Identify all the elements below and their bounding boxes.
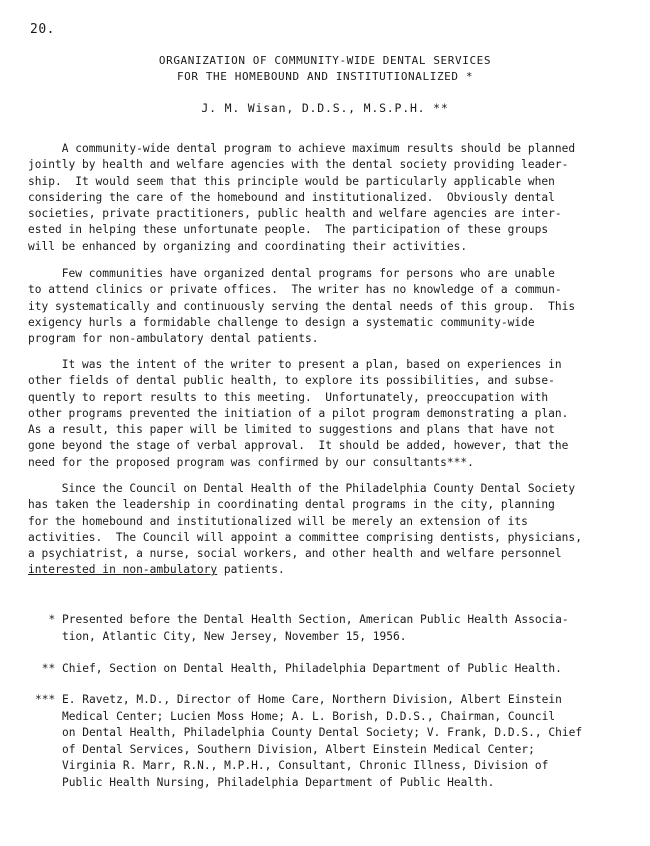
footnote-line: of Dental Services, Southern Division, Albert Einstein Medical Center; (35, 742, 535, 756)
page-number: 20. (30, 22, 55, 37)
footnote-3 (35, 692, 640, 792)
footnote-2 (35, 661, 640, 678)
title-line-2: FOR THE HOMEBOUND AND INSTITUTIONALIZED * (176, 70, 474, 83)
text-line: activities. The Council will appoint a committee comprising dentists, physicians, (28, 530, 582, 544)
text-line: As a result, this paper will be limited to suggestions and plans that have not (28, 423, 555, 437)
footnote-line: Virginia R. Marr, R.N., M.P.H., Consultant, Chronic Illness, Division of (35, 759, 549, 773)
text-line: ship. It would seem that this principle would be particularly applicable when (28, 174, 555, 188)
text-line: a psychiatrist, a nurse, social workers, and other health and welfare personnel (28, 547, 562, 561)
text-line: ested in helping these unfortunate people. The participation of these groups (28, 223, 549, 237)
text-line: It was the intent of the writer to present a plan, based on experiences in (28, 358, 562, 371)
text-line: to attend clinics or private offices. The writer has no knowledge of a commun- (28, 283, 562, 297)
text-line: other fields of dental public health, to explore its possibilities, and subse- (28, 374, 555, 388)
footnote-line: on Dental Health, Philadelphia County Dental Society; V. Frank, D.D.S., Chief (35, 726, 583, 740)
footnote-line: tion, Atlantic City, New Jersey, November 15, 1956. (35, 629, 407, 643)
text-fragment: patients. (217, 563, 285, 577)
text-line: will be enhanced by organizing and coordinating their activities. (28, 239, 468, 253)
title-line-1: ORGANIZATION OF COMMUNITY-WIDE DENTAL SERVICES (158, 54, 492, 67)
text-line: Few communities have organized dental programs for persons who are unable (28, 267, 555, 280)
text-line: need for the proposed program was confirmed by our consultants***. (28, 455, 474, 469)
paragraph-3 (28, 357, 638, 471)
text-line: gone beyond the stage of verbal approval. It should be added, however, that the (28, 439, 569, 453)
paragraph-2 (28, 266, 638, 347)
underlined-text: interested in non-ambulatory (28, 563, 218, 577)
paragraph-1 (28, 141, 638, 255)
footnote-1 (35, 612, 640, 645)
text-line: quently to report results to this meeting. Unfortunately, preoccupation with (28, 390, 549, 404)
text-line: exigency hurls a formidable challenge to design a systematic community-wide (28, 315, 535, 329)
text-line: program for non-ambulatory dental patients. (28, 332, 319, 346)
author-byline: J. M. Wisan, D.D.S., M.S.P.H. ** (201, 101, 449, 115)
text-line: A community-wide dental program to achieve maximum results should be planned (28, 142, 576, 155)
footnote-line: ** Chief, Section on Dental Health, Philadelphia Department of Public Health. (35, 662, 562, 675)
footnote-line: * Presented before the Dental Health Section, American Public Health Associa- (35, 613, 569, 626)
text-line: for the homebound and institutionalized will be merely an extension of its (28, 514, 528, 528)
footnote-line: Medical Center; Lucien Moss Home; A. L. Borish, D.D.S., Chairman, Council (35, 709, 556, 723)
text-line: other programs prevented the initiation of a pilot program demonstrating a plan. (28, 406, 569, 420)
text-line: ity systematically and continuously serving the dental needs of this group. This (28, 299, 576, 313)
paragraph-4 (28, 481, 638, 579)
text-line-last (28, 562, 638, 578)
text-line: societies, private practitioners, public health and welfare agencies are inter- (28, 207, 562, 221)
text-line: has taken the leadership in coordinating dental programs in the city, planning (28, 498, 555, 512)
text-line: considering the care of the homebound and institutionalized. Obviously dental (28, 190, 555, 204)
text-line: jointly by health and welfare agencies with the dental society providing leader- (28, 158, 569, 172)
text-line: Since the Council on Dental Health of the Philadelphia County Dental Society (28, 482, 576, 495)
footnote-line: Public Health Nursing, Philadelphia Department of Public Health. (35, 775, 495, 789)
footnote-line: *** E. Ravetz, M.D., Director of Home Care, Northern Division, Albert Einstein (35, 693, 562, 706)
